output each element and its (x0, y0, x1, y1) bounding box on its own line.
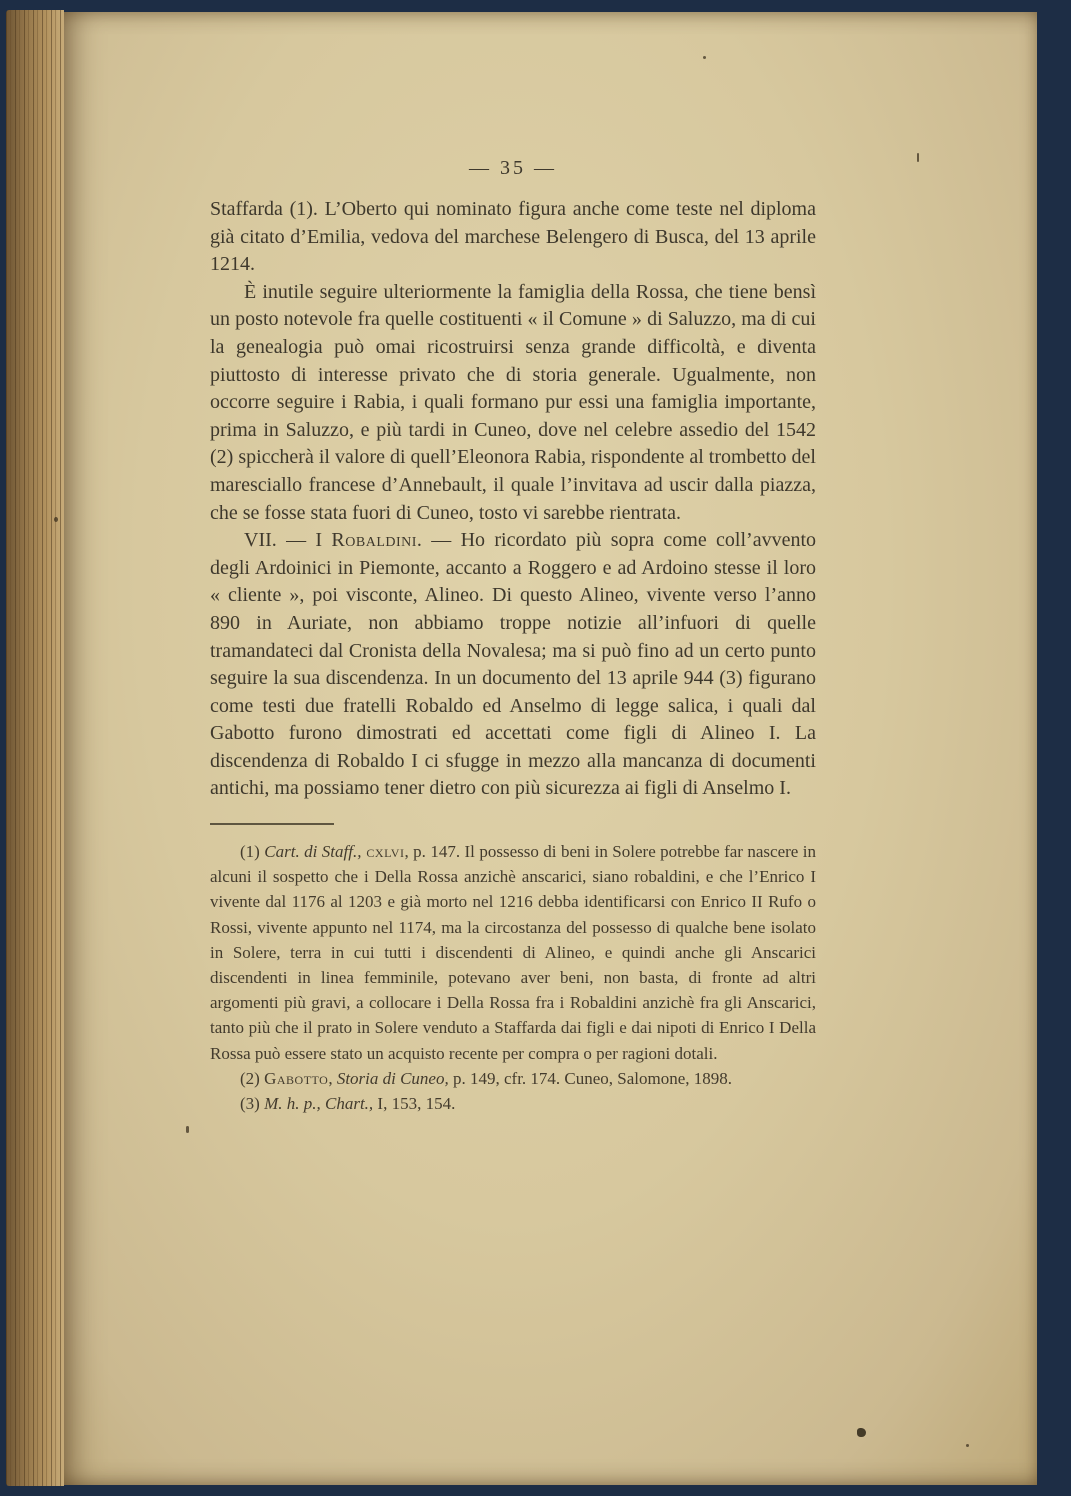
footnote-1-number: (1) (240, 842, 265, 862)
footnote-1-roman-numeral: cxlvi (361, 842, 405, 862)
book-page (64, 12, 1037, 1485)
footnote-2-separator: , (328, 1068, 337, 1088)
footnotes (210, 839, 816, 1116)
footnote-2-author: Gabotto (264, 1068, 329, 1088)
footnote-2-title: Storia di Cuneo, (336, 1068, 449, 1088)
paragraph-2: È inutile seguire ulteriormente la famiglia della Rossa, che tiene bensì un posto notevole fra quelle costituenti « il Comune » di Saluzzo, ma di cui la genealogia può omai ricostruirsi senza grande difficoltà, e diventa piuttosto di interesse privato che di storia generale. Ugualmente, non occorre seguire i Rabia, i quali formano pur essi una famiglia importante, prima in Saluzzo, e più tardi in Cuneo, dove nel celebre assedio del 1542 (2) spiccherà il valore di quell’Eleonora Rabia, rispondente al trombetto del maresciallo francese d’Annebault, il quale l’invitava ad uscir dalla piazza, che se fosse stata fuori di Cuneo, tosto vi sarebbe rientrata. (210, 280, 816, 524)
footnote-1 (210, 839, 816, 1066)
paper-speck (186, 1126, 189, 1133)
paper-speck (703, 56, 706, 59)
footnote-2 (210, 1066, 816, 1091)
page-content (210, 12, 816, 1116)
section-number: VII. — I (244, 529, 332, 552)
footnote-1-text: , p. 147. Il possesso di beni in Solere potrebbe far nascere in alcuni il sospetto che i Della Rossa anzichè anscarici, siano robaldini, e che l’Enrico I vivente dal 1176 al 1203 e già morto nel 1216 debba identificarsi con Enrico II Rufo o Rossi, vivente appunto nel 1174, ma la circostanza del possesso di qualche bene isolato in Solere, terra in cui tutti i discendenti di Alineo, e quindi anche gli Anscarici discendenti in linea femminile, potevano aver beni, non basta, di fronte ad altri argomenti più gravi, a collocare i Della Rossa fra i Robaldini anzichè fra gli Anscarici, tanto più che il prato in Solere venduto a Staffarda dai figli e dai nipoti di Enrico I Della Rossa può essere stato un acquisto recente per compra o per ragioni dotali. (210, 842, 817, 1063)
page-number: — 35 — (469, 157, 557, 179)
section-title: Robaldini (331, 529, 417, 552)
paragraph-1: Staffarda (1). L’Oberto qui nominato figura anche come teste nel diploma già citato d’Emilia, vedova del marchese Belengero di Busca, del 13 aprile 1214. (210, 198, 816, 276)
footnote-2-text: p. 149, cfr. 174. Cuneo, Salomone, 1898. (448, 1068, 733, 1088)
paper-speck (54, 517, 58, 522)
footnote-3-title: M. h. p., Chart., (264, 1094, 374, 1114)
paper-speck (857, 1428, 866, 1437)
footnote-3-number: (3) (240, 1094, 265, 1114)
paper-speck (917, 153, 919, 162)
footnote-2-number: (2) (240, 1068, 265, 1088)
footnote-1-citation: Cart. di Staff., (264, 842, 362, 862)
footnote-3-text: I, 153, 154. (373, 1094, 456, 1114)
body-text (210, 196, 816, 803)
paragraph-3 (210, 527, 816, 803)
book-page-edges (6, 10, 64, 1486)
footnote-3 (210, 1091, 816, 1116)
paper-speck (966, 1444, 969, 1447)
footnote-separator (210, 823, 334, 825)
paragraph-3-text: . — Ho ricordato più sopra come coll’avvento degli Ardoinici in Piemonte, accanto a Roggero e ad Ardoino stesse il loro « cliente », poi visconte, Alineo. Di questo Alineo, vivente verso l’anno 890 in Auriate, non abbiamo troppe notizie all’infuori di quelle tramandateci dal Cronista della Novalesa; ma si può fino ad un certo punto seguire la sua discendenza. In un documento del 13 aprile 944 (3) figurano come testi due fratelli Robaldo ed Anselmo di legge salica, i quali dal Gabotto furono dimostrati ed accettati come figli di Alineo I. La discendenza di Robaldo I ci sfugge in mezzo alla mancanza di documenti antichi, ma possiamo tener dietro con più sicurezza ai figli di Anselmo I. (210, 529, 816, 800)
